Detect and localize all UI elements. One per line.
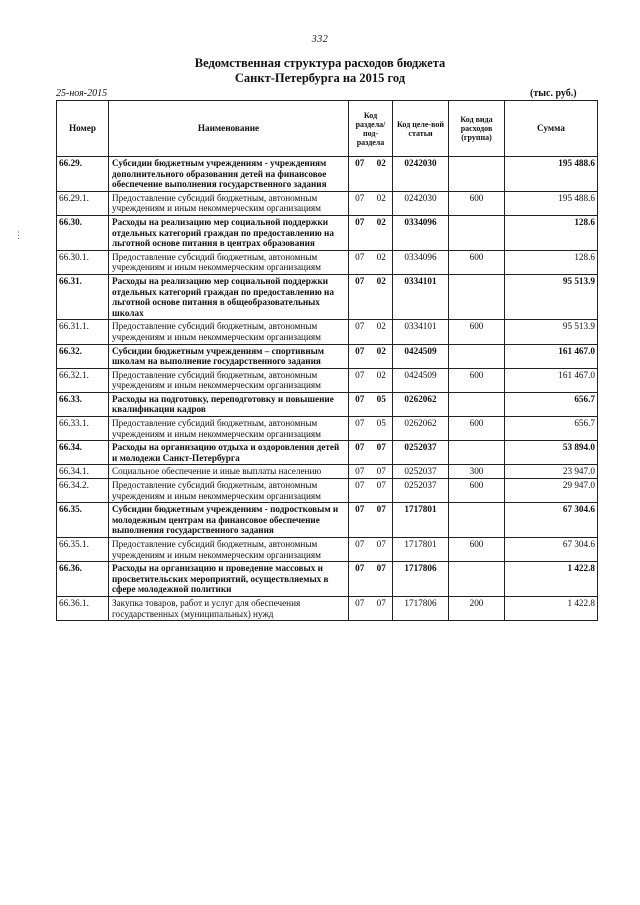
row-target-code: 0252037 bbox=[393, 441, 449, 465]
row-amount: 161 467.0 bbox=[505, 344, 598, 368]
table-row bbox=[57, 465, 598, 479]
row-target-code: 0334101 bbox=[393, 274, 449, 319]
row-name: Расходы на организацию и проведение массовых и просветительских мероприятий, осуществляемых в сфере молодежной политики bbox=[109, 562, 349, 597]
row-subsection-code: 02 bbox=[371, 157, 393, 192]
header-target: Код целе-вой статьи bbox=[393, 101, 449, 157]
row-number: 66.32. bbox=[57, 344, 109, 368]
header-number: Номер bbox=[57, 101, 109, 157]
row-subsection-code: 02 bbox=[371, 368, 393, 392]
row-number: 66.29.1. bbox=[57, 191, 109, 215]
table-row bbox=[57, 250, 598, 274]
row-target-code: 0262062 bbox=[393, 417, 449, 441]
header-amount: Сумма bbox=[505, 101, 598, 157]
row-section-code: 07 bbox=[349, 441, 371, 465]
row-section-code: 07 bbox=[349, 479, 371, 503]
row-section-code: 07 bbox=[349, 274, 371, 319]
row-amount: 161 467.0 bbox=[505, 368, 598, 392]
row-expense-type bbox=[449, 392, 505, 416]
row-number: 66.32.1. bbox=[57, 368, 109, 392]
table-header-row bbox=[57, 101, 598, 157]
row-subsection-code: 05 bbox=[371, 392, 393, 416]
row-subsection-code: 02 bbox=[371, 191, 393, 215]
row-target-code: 0252037 bbox=[393, 465, 449, 479]
row-amount: 128.6 bbox=[505, 215, 598, 250]
row-amount: 67 304.6 bbox=[505, 503, 598, 538]
row-subsection-code: 07 bbox=[371, 503, 393, 538]
row-target-code: 0242030 bbox=[393, 157, 449, 192]
row-amount: 195 488.6 bbox=[505, 191, 598, 215]
row-name: Расходы на реализацию мер социальной поддержки отдельных категорий граждан по предоставлению на льготной основе питания в центрах образования bbox=[109, 215, 349, 250]
units-label: (тыс. руб.) bbox=[530, 88, 577, 99]
row-number: 66.31.1. bbox=[57, 320, 109, 344]
row-target-code: 1717801 bbox=[393, 503, 449, 538]
row-amount: 95 513.9 bbox=[505, 274, 598, 319]
row-name: Субсидии бюджетным учреждениям – спортивным школам на выполнение государственного задания bbox=[109, 344, 349, 368]
row-target-code: 0424509 bbox=[393, 344, 449, 368]
table-row bbox=[57, 191, 598, 215]
row-expense-type: 600 bbox=[449, 320, 505, 344]
table-row bbox=[57, 392, 598, 416]
row-section-code: 07 bbox=[349, 191, 371, 215]
table-row bbox=[57, 562, 598, 597]
table-row bbox=[57, 157, 598, 192]
header-expense-type: Код вида расходов (группа) bbox=[449, 101, 505, 157]
row-expense-type: 200 bbox=[449, 596, 505, 620]
row-amount: 656.7 bbox=[505, 417, 598, 441]
row-number: 66.36.1. bbox=[57, 596, 109, 620]
row-target-code: 1717806 bbox=[393, 596, 449, 620]
row-target-code: 0262062 bbox=[393, 392, 449, 416]
row-number: 66.34. bbox=[57, 441, 109, 465]
row-section-code: 07 bbox=[349, 538, 371, 562]
row-number: 66.33.1. bbox=[57, 417, 109, 441]
row-amount: 53 894.0 bbox=[505, 441, 598, 465]
row-amount: 656.7 bbox=[505, 392, 598, 416]
row-amount: 95 513.9 bbox=[505, 320, 598, 344]
row-target-code: 0334096 bbox=[393, 215, 449, 250]
title-line-1: Ведомственная структура расходов бюджета bbox=[194, 56, 446, 70]
row-number: 66.33. bbox=[57, 392, 109, 416]
row-amount: 23 947.0 bbox=[505, 465, 598, 479]
row-number: 66.34.1. bbox=[57, 465, 109, 479]
row-expense-type bbox=[449, 562, 505, 597]
row-section-code: 07 bbox=[349, 417, 371, 441]
page-number: 332 bbox=[311, 34, 329, 45]
row-name: Социальное обеспечение и иные выплаты населению bbox=[109, 465, 349, 479]
row-subsection-code: 02 bbox=[371, 250, 393, 274]
table-row bbox=[57, 538, 598, 562]
table-row bbox=[57, 344, 598, 368]
row-expense-type bbox=[449, 441, 505, 465]
row-expense-type bbox=[449, 344, 505, 368]
row-name: Предоставление субсидий бюджетным, автономным учреждениям и иным некоммерческим организациям bbox=[109, 368, 349, 392]
row-expense-type bbox=[449, 274, 505, 319]
row-expense-type bbox=[449, 157, 505, 192]
row-name: Расходы на организацию отдыха и оздоровления детей и молодежи Санкт-Петербурга bbox=[109, 441, 349, 465]
row-target-code: 0334096 bbox=[393, 250, 449, 274]
row-amount: 1 422.8 bbox=[505, 596, 598, 620]
row-name: Предоставление субсидий бюджетным, автономным учреждениям и иным некоммерческим организациям bbox=[109, 479, 349, 503]
row-name: Субсидии бюджетным учреждениям - учреждениям дополнительного образования детей на финансовое обеспечение выполнения государственного задания bbox=[109, 157, 349, 192]
row-section-code: 07 bbox=[349, 157, 371, 192]
row-expense-type: 600 bbox=[449, 191, 505, 215]
row-subsection-code: 02 bbox=[371, 274, 393, 319]
row-number: 66.35.1. bbox=[57, 538, 109, 562]
row-expense-type bbox=[449, 215, 505, 250]
row-expense-type: 300 bbox=[449, 465, 505, 479]
table-row bbox=[57, 215, 598, 250]
row-name: Предоставление субсидий бюджетным, автономным учреждениям и иным некоммерческим организациям bbox=[109, 250, 349, 274]
row-subsection-code: 07 bbox=[371, 479, 393, 503]
row-name: Закупка товаров, работ и услуг для обеспечения государственных (муниципальных) нужд bbox=[109, 596, 349, 620]
row-number: 66.35. bbox=[57, 503, 109, 538]
row-number: 66.29. bbox=[57, 157, 109, 192]
row-number: 66.31. bbox=[57, 274, 109, 319]
row-expense-type: 600 bbox=[449, 417, 505, 441]
row-target-code: 1717801 bbox=[393, 538, 449, 562]
row-subsection-code: 02 bbox=[371, 320, 393, 344]
row-name: Предоставление субсидий бюджетным, автономным учреждениям и иным некоммерческим организациям bbox=[109, 538, 349, 562]
row-expense-type: 600 bbox=[449, 250, 505, 274]
row-expense-type: 600 bbox=[449, 538, 505, 562]
row-subsection-code: 05 bbox=[371, 417, 393, 441]
row-section-code: 07 bbox=[349, 215, 371, 250]
row-section-code: 07 bbox=[349, 344, 371, 368]
row-target-code: 0252037 bbox=[393, 479, 449, 503]
row-name: Расходы на реализацию мер социальной поддержки отдельных категорий граждан по предоставлению на льготной основе питания в общеобразовательных школах bbox=[109, 274, 349, 319]
row-amount: 29 947.0 bbox=[505, 479, 598, 503]
row-target-code: 1717806 bbox=[393, 562, 449, 597]
table-row bbox=[57, 441, 598, 465]
row-target-code: 0424509 bbox=[393, 368, 449, 392]
row-subsection-code: 07 bbox=[371, 441, 393, 465]
row-section-code: 07 bbox=[349, 250, 371, 274]
table-row bbox=[57, 417, 598, 441]
row-subsection-code: 07 bbox=[371, 562, 393, 597]
row-section-code: 07 bbox=[349, 320, 371, 344]
row-expense-type bbox=[449, 503, 505, 538]
row-subsection-code: 07 bbox=[371, 596, 393, 620]
row-section-code: 07 bbox=[349, 596, 371, 620]
row-name: Расходы на подготовку, переподготовку и повышение квалификации кадров bbox=[109, 392, 349, 416]
table-row bbox=[57, 368, 598, 392]
table-row bbox=[57, 596, 598, 620]
header-name: Наименование bbox=[109, 101, 349, 157]
table-row bbox=[57, 274, 598, 319]
row-section-code: 07 bbox=[349, 503, 371, 538]
row-section-code: 07 bbox=[349, 368, 371, 392]
row-section-code: 07 bbox=[349, 465, 371, 479]
row-name: Субсидии бюджетным учреждениям - подростковым и молодежным центрам на финансовое обеспечение выполнения государственного задания bbox=[109, 503, 349, 538]
row-amount: 195 488.6 bbox=[505, 157, 598, 192]
row-subsection-code: 02 bbox=[371, 215, 393, 250]
title-line-2: Санкт-Петербурга на 2015 год bbox=[234, 71, 406, 85]
row-section-code: 07 bbox=[349, 562, 371, 597]
row-expense-type: 600 bbox=[449, 368, 505, 392]
row-target-code: 0334101 bbox=[393, 320, 449, 344]
row-name: Предоставление субсидий бюджетным, автономным учреждениям и иным некоммерческим организациям bbox=[109, 191, 349, 215]
row-name: Предоставление субсидий бюджетным, автономным учреждениям и иным некоммерческим организациям bbox=[109, 417, 349, 441]
row-subsection-code: 02 bbox=[371, 344, 393, 368]
row-amount: 128.6 bbox=[505, 250, 598, 274]
row-expense-type: 600 bbox=[449, 479, 505, 503]
row-number: 66.36. bbox=[57, 562, 109, 597]
document-date: 25-ноя-2015 bbox=[56, 88, 108, 99]
table-row bbox=[57, 479, 598, 503]
row-amount: 67 304.6 bbox=[505, 538, 598, 562]
row-number: 66.30.1. bbox=[57, 250, 109, 274]
row-subsection-code: 07 bbox=[371, 538, 393, 562]
document-title bbox=[0, 56, 640, 86]
row-target-code: 0242030 bbox=[393, 191, 449, 215]
table-row bbox=[57, 503, 598, 538]
margin-mark: ⋮ bbox=[14, 230, 23, 240]
row-number: 66.30. bbox=[57, 215, 109, 250]
row-section-code: 07 bbox=[349, 392, 371, 416]
row-subsection-code: 07 bbox=[371, 465, 393, 479]
row-amount: 1 422.8 bbox=[505, 562, 598, 597]
budget-table bbox=[56, 100, 598, 621]
row-name: Предоставление субсидий бюджетным, автономным учреждениям и иным некоммерческим организациям bbox=[109, 320, 349, 344]
table-row bbox=[57, 320, 598, 344]
header-section: Код раздела/ под-раздела bbox=[349, 101, 393, 157]
row-number: 66.34.2. bbox=[57, 479, 109, 503]
